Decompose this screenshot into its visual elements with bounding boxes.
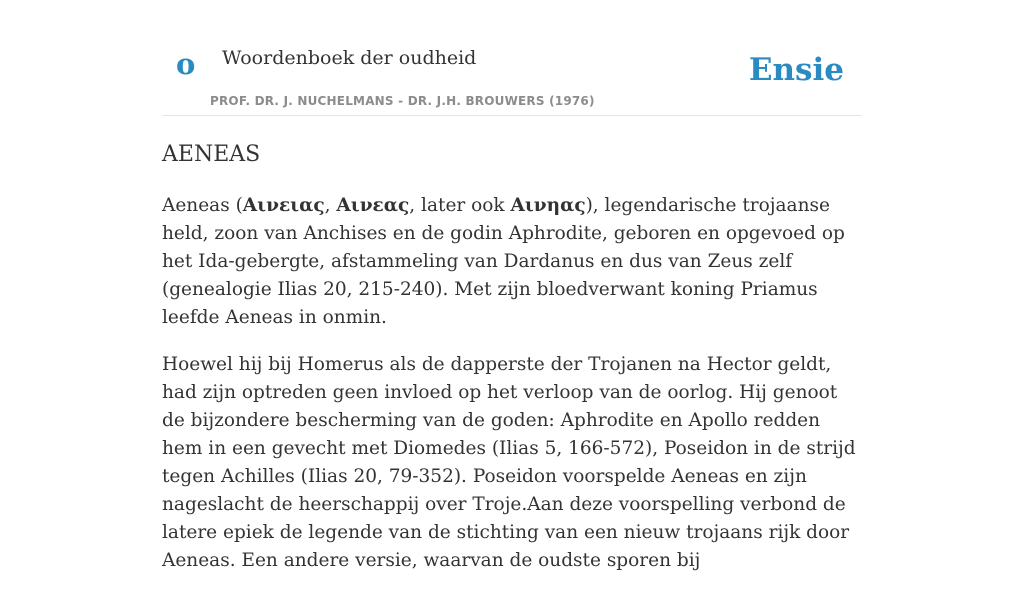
entry-body: [162, 192, 862, 594]
text-run: Aeneas (: [162, 195, 243, 216]
site-header: [162, 0, 862, 116]
paragraph: Hoewel hij bij Homerus als de dapperste der Trojanen na Hector geldt, had zijn optreden geen invloed op het verloop van de oorlog. Hij genoot de bijzondere bescherming van de goden: Aphrodite en Apollo redden hem in een gevecht met Diomedes (Ilias 5, 166-572), Poseidon in de strijd tegen Achilles (Ilias 20, 79-352). Poseidon voorspelde Aeneas en zijn nageslacht de heerschappij over Troje.Aan deze voorspelling verbond de latere epiek de legende van de stichting van een nieuw trojaans rijk door Aeneas. Een andere versie, waarvan de oudste sporen bij: [162, 354, 856, 571]
greek-term: Αινειας: [242, 195, 325, 216]
book-title[interactable]: Woordenboek der oudheid: [222, 47, 477, 69]
page: [162, 0, 862, 571]
logo-icon[interactable]: o: [176, 47, 196, 81]
book-authors: PROF. DR. J. NUCHELMANS - DR. J.H. BROUWERS (1976): [210, 94, 595, 108]
paragraph: [162, 192, 862, 332]
greek-term: Αινηας: [510, 195, 586, 216]
text-run: ), legendarische trojaanse held, zoon van Anchises en de godin Aphrodite, geboren en opgevoed op het Ida-gebergte, afstammeling van Dardanus en dus van Zeus zelf (genealogie Ilias 20, 215-240). Met zijn bloedverwant koning Priamus leefde Aeneas in onmin.: [162, 195, 845, 328]
brand-logo[interactable]: Ensie: [748, 52, 844, 88]
text-run: ,: [324, 195, 337, 216]
greek-term: Αινεας: [336, 195, 410, 216]
text-run: , later ook: [409, 195, 511, 216]
entry-title: AENEAS: [162, 142, 261, 167]
